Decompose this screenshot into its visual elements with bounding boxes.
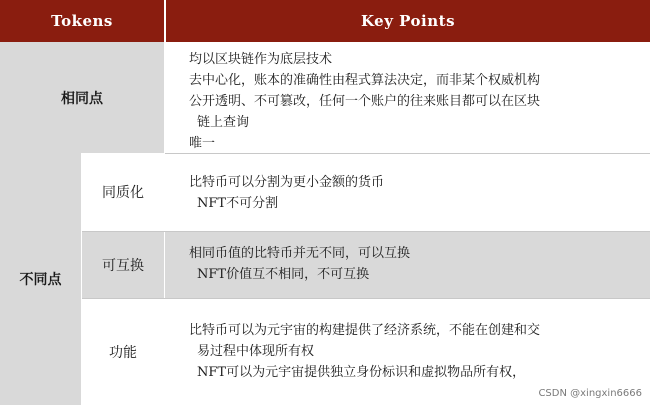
watermark: CSDN @xingxin6666 bbox=[538, 388, 642, 399]
homogeneity-line: NFT不可分割 bbox=[197, 196, 279, 211]
homogeneity-line: 比特币可以分割为更小金额的货币 bbox=[189, 175, 385, 190]
similarity-line: 公开透明、不可篡改，任何一个账户的往来账目都可以在区块 bbox=[189, 94, 541, 109]
homogeneity-label: 同质化 bbox=[82, 153, 164, 231]
similarity-line: 去中心化，账本的准确性由程式算法决定，而非某个权威机构 bbox=[189, 73, 541, 88]
interchangeable-line: 相同币值的比特币并无不同，可以互换 bbox=[189, 246, 411, 261]
interchangeable-content bbox=[165, 231, 650, 298]
similarity-label: 相同点 bbox=[0, 42, 164, 153]
similarity-line: 链上查询 bbox=[197, 115, 250, 130]
similarity-content bbox=[165, 42, 650, 153]
function-line: 易过程中体现所有权 bbox=[197, 344, 315, 359]
row-divider bbox=[82, 298, 650, 299]
interchangeable-label: 可互换 bbox=[82, 231, 164, 298]
tokens-header: Tokens bbox=[51, 12, 113, 30]
table-header bbox=[0, 0, 650, 42]
column-divider bbox=[164, 42, 165, 405]
similarity-line: 唯一 bbox=[189, 136, 216, 151]
row-divider bbox=[165, 153, 650, 154]
function-line: 比特币可以为元宇宙的构建提供了经济系统，不能在创建和交 bbox=[189, 323, 541, 338]
similarity-line: 均以区块链作为底层技术 bbox=[189, 52, 333, 67]
homogeneity-content bbox=[165, 153, 650, 231]
function-line: NFT可以为元宇宙提供独立身份标识和虚拟物品所有权， bbox=[197, 365, 526, 380]
row-divider bbox=[82, 231, 650, 232]
function-label: 功能 bbox=[82, 298, 164, 405]
difference-label: 不同点 bbox=[0, 153, 82, 405]
interchangeable-line: NFT价值互不相同，不可互换 bbox=[197, 267, 370, 282]
key-points-header: Key Points bbox=[360, 12, 456, 30]
